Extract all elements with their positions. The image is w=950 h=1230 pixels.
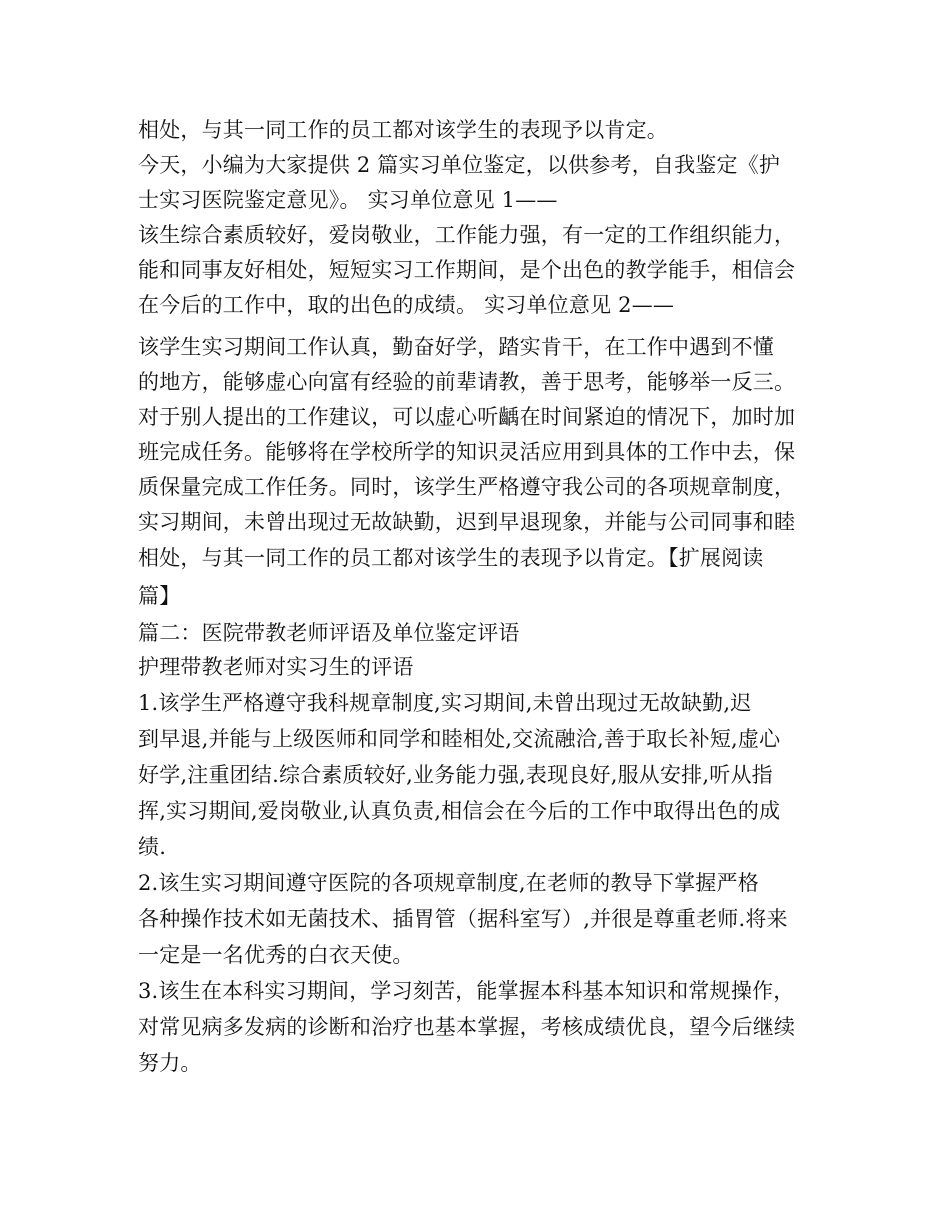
text-line: 该学生实习期间工作认真，勤奋好学，踏实肯干，在工作中遇到不懂 [138,335,774,359]
text-line: 该生综合素质较好，爱岗敬业，工作能力强，有一定的工作组织能力， [138,223,796,247]
text-line: 的地方，能够虚心向富有经验的前辈请教，善于思考，能够举一反三。 [138,370,796,394]
text-line: 到早退,并能与上级医师和同学和睦相处,交流融洽,善于取长补短,虚心 [138,727,781,751]
text-line: 班完成任务。能够将在学校所学的知识灵活应用到具体的工作中去，保 [138,440,796,464]
text-line: 挥,实习期间,爱岗敬业,认真负责,相信会在今后的工作中取得出色的成 [138,799,781,823]
section-heading: 篇二：医院带教老师评语及单位鉴定评语 [138,621,520,645]
text-line: 相处，与其一同工作的员工都对该学生的表现予以肯定。 [138,118,668,142]
text-line: 好学,注重团结.综合素质较好,业务能力强,表现良好,服从安排,听从指 [138,763,773,787]
text-line: 2.该生实习期间遵守医院的各项规章制度,在老师的教导下掌握严格 [138,871,759,895]
text-line: 能和同事友好相处，短短实习工作期间，是个出色的教学能手，相信会 [138,258,796,282]
text-line: 各种操作技术如无菌技术、插胃管（据科室写）,并很是尊重老师.将来 [138,907,788,931]
text-line: 质保量完成工作任务。同时，该学生严格遵守我公司的各项规章制度， [138,475,796,499]
text-line: 一定是一名优秀的白衣天使。 [138,943,414,967]
text-line: 1.该学生严格遵守我科规章制度,实习期间,未曾出现过无故缺勤,迟 [138,691,752,715]
text-line: 对常见病多发病的诊断和治疗也基本掌握，考核成绩优良，望今后继续 [138,1015,796,1039]
text-line: 绩. [138,835,167,859]
text-line: 对于别人提出的工作建议，可以虚心听齲在时间紧迫的情况下，加时加 [138,405,796,429]
text-line: 相处，与其一同工作的员工都对该学生的表现予以肯定。【扩展阅读 [138,546,764,570]
text-line: 实习期间，未曾出现过无故缺勤，迟到早退现象，并能与公司同事和睦 [138,510,796,534]
text-line: 在今后的工作中，取的出色的成绩。 实习单位意见 2—— [138,293,675,317]
text-line: 3.该生在本科实习期间，学习刻苦，能掌握本科基本知识和常规操作， [138,979,795,1003]
text-line: 士实习医院鉴定意见》。 实习单位意见 1—— [138,188,558,212]
text-line: 努力。 [138,1051,202,1075]
sub-heading: 护理带教老师对实习生的评语 [138,655,414,679]
text-line: 篇】 [138,584,181,608]
text-line: 今天，小编为大家提供 2 篇实习单位鉴定，以供参考，自我鉴定《护 [138,153,781,177]
